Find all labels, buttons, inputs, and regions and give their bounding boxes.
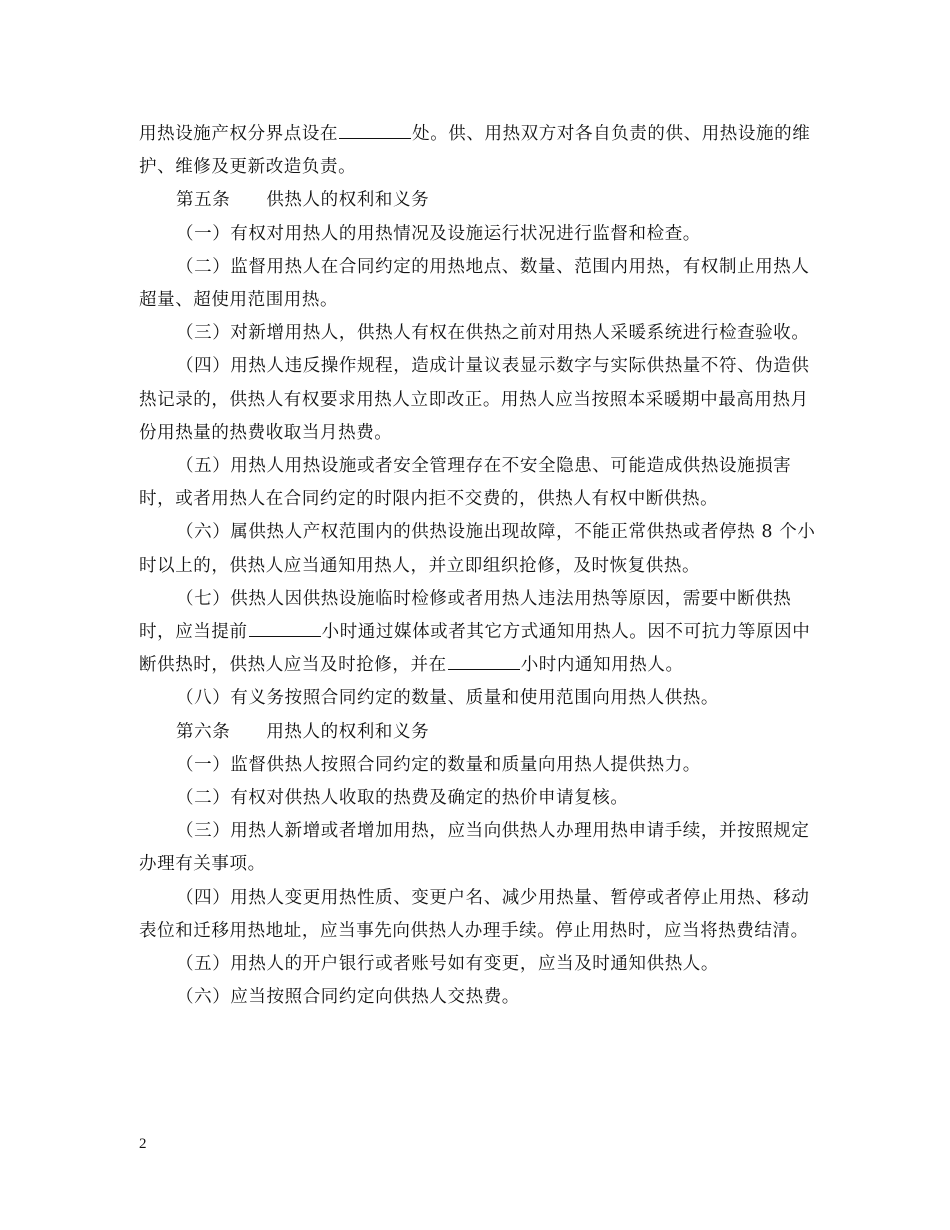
text-segment: 处。供、用热双方对各自负责的供、用热设施的维护、维修及更新改造负责。 (139, 124, 811, 178)
paragraph-boundary (139, 118, 819, 184)
clause-5-7 (139, 583, 819, 683)
text-segment: 小时内通知用热人。 (520, 655, 684, 676)
clause-5-6: （六）属供热人产权范围内的供热设施出现故障，不能正常供热或者停热 8 个小时以上的，供热人应当通知用热人，并立即组织抢修，及时恢复供热。 (139, 522, 816, 576)
blank-field (339, 122, 411, 139)
blank-field (249, 620, 321, 637)
clause-6-2: （二）有权对供热人收取的热费及确定的热价申请复核。 (176, 788, 629, 809)
clause-6-6: （六）应当按照合同约定向供热人交热费。 (176, 987, 520, 1008)
clause-5-2: （二）监督用热人在合同约定的用热地点、数量、范围内用热，有权制止用热人超量、超使用范围用热。 (139, 256, 810, 311)
document-body (139, 118, 819, 1014)
clause-6-4: （四）用热人变更用热性质、变更户名、减少用热量、暂停或者停止用热、移动表位和迁移用热地址，应当事先向供热人办理手续。停止用热时，应当将热费结清。 (139, 887, 810, 941)
clause-6-5: （五）用热人的开户银行或者账号如有变更，应当及时通知供热人。 (176, 954, 719, 975)
article-5-heading (139, 184, 819, 217)
clause-5-1: （一）有权对用热人的用热情况及设施运行状况进行监督和检查。 (176, 223, 701, 244)
clause-6-3: （三）用热人新增或者增加用热，应当向供热人办理用热申请手续，并按照规定办理有关事项。 (139, 821, 810, 875)
text-segment: 用热设施产权分界点设在 (139, 124, 339, 144)
article-title: 用热人的权利和义务 (266, 721, 430, 742)
article-6-heading (139, 716, 819, 749)
article-number: 第六条 (176, 721, 231, 742)
blank-field (448, 653, 520, 670)
article-title: 供热人的权利和义务 (266, 190, 430, 211)
clause-6-1: （一）监督供热人按照合同约定的数量和质量向用热人提供热力。 (176, 754, 701, 775)
article-number: 第五条 (176, 190, 231, 211)
clause-5-5: （五）用热人用热设施或者安全管理存在不安全隐患、可能造成供热设施损害时，或者用热人在合同约定的时限内拒不交费的，供热人有权中断供热。 (139, 456, 792, 510)
clause-5-8: （八）有义务按照合同约定的数量、质量和使用范围向用热人供热。 (176, 688, 719, 709)
clause-5-3: （三）对新增用热人，供热人有权在供热之前对用热人采暖系统进行检查验收。 (176, 323, 810, 344)
text-segment: （七）供热人因供热设施临时检修或者用热人违法用热等原因，需要中断供热时，应当提前 (139, 588, 792, 643)
page-number: 2 (139, 1136, 147, 1152)
clause-5-4: （四）用热人违反操作规程，造成计量议表显示数字与实际供热量不符、伪造供热记录的，供热人有权要求用热人立即改正。用热人应当按照本采暖期中最高用热月份用热量的热费收取当月热费。 (139, 356, 810, 443)
text-segment: 小时通过媒体或者其它方式通知用热人。因不可抗力等原因中断供热时，供热人应当及时抢修，并在 (139, 622, 811, 676)
